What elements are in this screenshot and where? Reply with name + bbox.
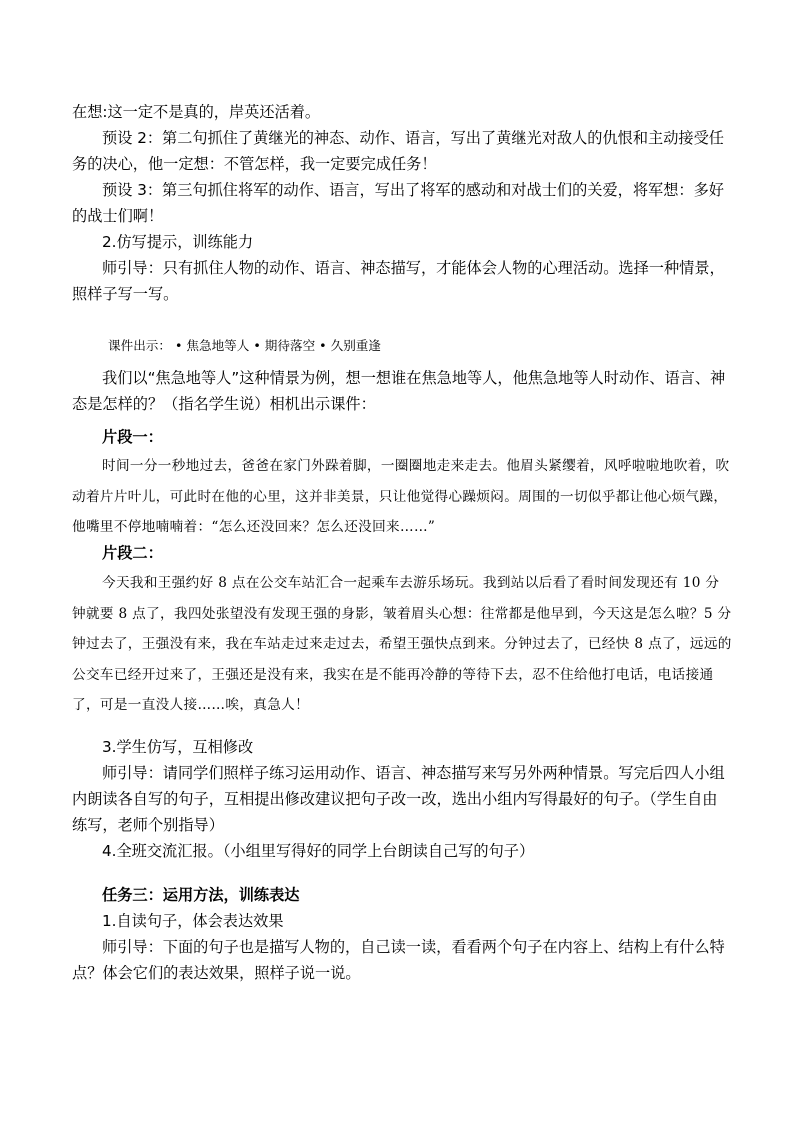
fragment-2-text: 今天我和王强约好 8 点在公交车站汇合一起乘车去游乐场玩。我到站以后看了看时间发现还有 10 分钟就要 8 点了，我四处张望没有发现王强的身影，皱着眉头心想：往常都是他早到，今天这是怎么啦？5 分钟过去了，王强没有来，我在车站走过来走过去，希望王强快点到来。分钟过去了，已经快 8 点了，远远的公交车已经开过来了，王强还是没有来，我实在是不能再冷静的等待下去，忍不住给他打电话，电话接通了，可是一直没人接……唉，真急人！	[72, 575, 732, 713]
heading-task-3: 任务三：运用方法，训练表达	[102, 886, 300, 904]
fragment-1-title: 片段一：	[102, 428, 163, 446]
paragraph-example-intro: 我们以“焦急地等人”这种情景为例，想一想谁在焦急地等人，他焦急地等人时动作、语言、神态是怎样的？（指名学生说）相机出示课件：	[72, 369, 726, 413]
heading-step-4: 4.全班交流汇报。（小组里写得好的同学上台朗读自己写的句子）	[102, 842, 535, 860]
paragraph-teacher-guide-1: 师引导：只有抓住人物的动作、语言、神态描写，才能体会人物的心理活动。选择一种情景，照样子写一写。	[72, 259, 725, 303]
text-block-fragment-1	[72, 451, 732, 543]
text-block-courseware	[72, 333, 732, 359]
text-block-bottom	[72, 734, 732, 986]
spacer	[72, 864, 732, 882]
paragraph-continuation: 在想:这一定不是真的，岸英还活着。	[72, 103, 321, 121]
paragraph-preset-2: 预设 2：第二句抓住了黄继光的神态、动作、语言，写出了黄继光对敌人的仇恨和主动接受任务的决心，他一定想：不管怎样，我一定要完成任务！	[72, 129, 724, 173]
paragraph-teacher-guide-2: 师引导：请同学们照样子练习运用动作、语言、神态描写来写另外两种情景。写完后四人小组内朗读各自写的句子，互相提出修改建议把句子改一改，选出小组内写得最好的句子。（学生自由练写，老师个别指导）	[72, 764, 725, 834]
text-block-top	[72, 99, 732, 307]
paragraph-preset-3: 预设 3：第三句抓住将军的动作、语言，写出了将军的感动和对战士们的关爱，将军想：多好的战士们啊！	[72, 181, 724, 225]
heading-step-3: 3.学生仿写，互相修改	[102, 738, 254, 756]
heading-step-2: 2.仿写提示，训练能力	[102, 233, 254, 251]
text-block-fragment-2	[72, 568, 732, 721]
courseware-display: 课件出示： • 焦急地等人 • 期待落空 • 久别重逢	[108, 338, 381, 353]
paragraph-teacher-guide-3: 师引导：下面的句子也是描写人物的，自己读一读，看看两个句子在内容上、结构上有什么特点？体会它们的表达效果，照样子说一说。	[72, 938, 725, 982]
fragment-2-title: 片段二：	[102, 544, 163, 562]
text-block-example-intro	[72, 365, 732, 417]
fragment-1-text: 时间一分一秒地过去，爸爸在家门外跺着脚，一圈圈地走来走去。他眉头紧缨着，风呼啦啦地吹着，吹动着片片叶儿，可此时在他的心里，这并非美景，只让他觉得心躁烦闷。周围的一切似乎都让他心烦气躁，他嘴里不停地喃喃着：“怎么还没回来？怎么还没回来……”	[72, 458, 730, 535]
text-block-fragment-2-title	[72, 540, 732, 566]
text-block-fragment-1-title	[72, 424, 732, 450]
heading-task-3-step-1: 1.自读句子，体会表达效果	[102, 912, 284, 930]
